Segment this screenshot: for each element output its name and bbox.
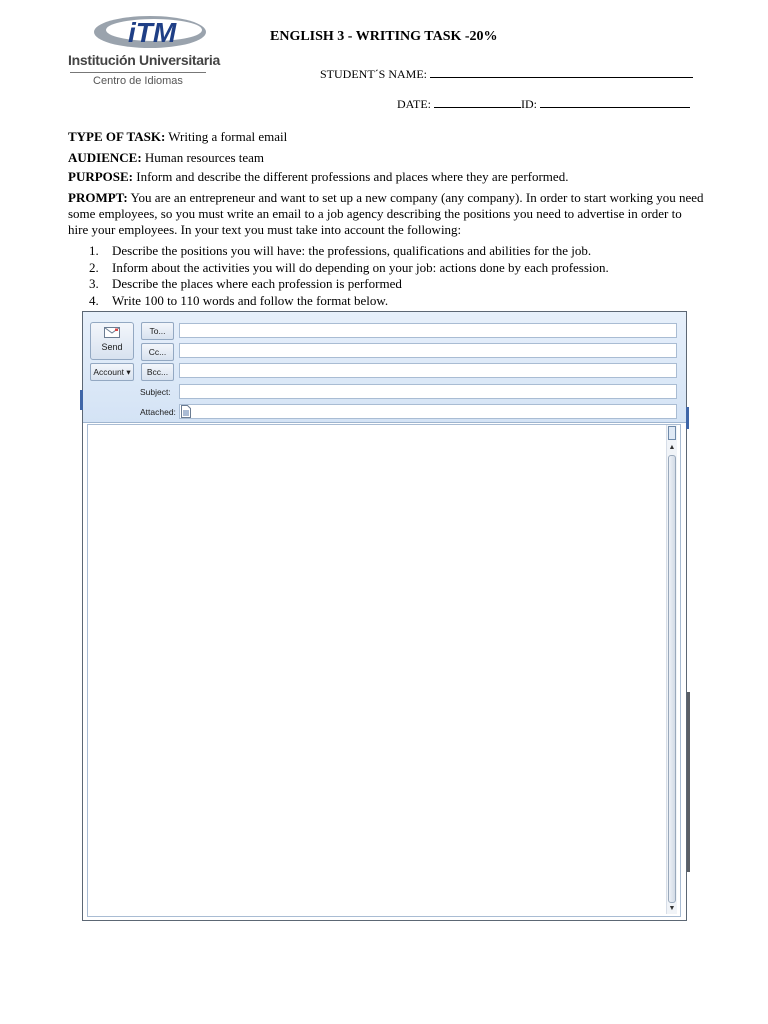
subject-label: Subject: bbox=[140, 387, 171, 397]
window-edge-shadow bbox=[687, 692, 690, 872]
bcc-button[interactable]: Bcc... bbox=[141, 363, 174, 381]
student-name-blank[interactable] bbox=[430, 66, 693, 78]
date-id-field bbox=[397, 96, 690, 112]
type-value: Writing a formal email bbox=[168, 129, 288, 144]
attachments-field[interactable] bbox=[179, 404, 677, 419]
list-item bbox=[68, 243, 708, 260]
account-button[interactable]: Account ▾ bbox=[90, 363, 134, 381]
message-body[interactable] bbox=[87, 424, 681, 917]
id-blank[interactable] bbox=[540, 96, 690, 108]
document-title: ENGLISH 3 - WRITING TASK -20% bbox=[270, 29, 498, 44]
logo-divider bbox=[70, 72, 206, 73]
ruler-toggle-icon[interactable] bbox=[668, 426, 676, 440]
audience-label: AUDIENCE: bbox=[68, 150, 142, 165]
list-number: 1. bbox=[89, 243, 99, 258]
scroll-down-arrow-icon[interactable]: ▼ bbox=[668, 905, 676, 912]
type-of-task bbox=[68, 129, 704, 145]
purpose bbox=[68, 169, 704, 185]
institution-name: Institución Universitaria bbox=[68, 52, 220, 68]
list-text: Describe the places where each profession is performed bbox=[112, 276, 402, 291]
list-text: Describe the positions you will have: the professions, qualifications and abilities for the job. bbox=[112, 243, 592, 258]
purpose-label: PURPOSE: bbox=[68, 169, 133, 184]
list-item bbox=[68, 260, 708, 277]
itm-logo-text: iTM bbox=[128, 17, 177, 48]
prompt bbox=[68, 190, 704, 238]
itm-logo-mark bbox=[92, 12, 208, 52]
cc-field[interactable] bbox=[179, 343, 677, 358]
attached-label: Attached: bbox=[140, 407, 176, 417]
window-edge-accent bbox=[686, 407, 689, 429]
prompt-value: You are an entrepreneur and want to set up a new company (any company). In order to start working you need some employees, so you must write an email to a job agency describing the positions you need to advertise in order to hire your employees. In your text you must take into account the following: bbox=[68, 190, 704, 237]
list-number: 2. bbox=[89, 259, 99, 275]
cc-button[interactable]: Cc... bbox=[141, 343, 174, 361]
instructions-list bbox=[68, 243, 708, 309]
list-number: 3. bbox=[89, 276, 99, 291]
list-text: Write 100 to 110 words and follow the format below. bbox=[112, 292, 389, 308]
purpose-value: Inform and describe the different professions and places where they are performed. bbox=[136, 169, 569, 184]
id-label: ID: bbox=[521, 97, 537, 111]
to-button[interactable]: To... bbox=[141, 322, 174, 340]
bcc-field[interactable] bbox=[179, 363, 677, 378]
send-label: Send bbox=[101, 342, 123, 352]
email-compose-window bbox=[82, 311, 687, 921]
list-item bbox=[68, 276, 708, 293]
send-button[interactable] bbox=[90, 322, 134, 360]
list-number: 4. bbox=[89, 292, 99, 308]
scroll-up-arrow-icon[interactable]: ▲ bbox=[668, 444, 676, 451]
envelope-icon bbox=[104, 327, 120, 338]
audience bbox=[68, 150, 704, 166]
compose-header bbox=[83, 312, 686, 423]
student-name-field bbox=[320, 66, 693, 82]
body-scrollbar[interactable] bbox=[666, 425, 677, 914]
type-label: TYPE OF TASK: bbox=[68, 129, 166, 144]
audience-value: Human resources team bbox=[144, 150, 265, 165]
institution-subtitle: Centro de Idiomas bbox=[93, 75, 183, 87]
list-item bbox=[68, 293, 708, 310]
date-label: DATE: bbox=[397, 97, 431, 111]
subject-field[interactable] bbox=[179, 384, 677, 399]
to-field[interactable] bbox=[179, 323, 677, 338]
date-blank[interactable] bbox=[434, 96, 521, 108]
prompt-label: PROMPT: bbox=[68, 190, 128, 205]
student-name-label: STUDENT´S NAME: bbox=[320, 67, 427, 81]
scroll-thumb[interactable] bbox=[668, 455, 676, 903]
list-text: Inform about the activities you will do depending on your job: actions done by each profession. bbox=[112, 259, 609, 275]
attachment-file-icon bbox=[181, 405, 191, 418]
itm-logo bbox=[68, 12, 220, 90]
